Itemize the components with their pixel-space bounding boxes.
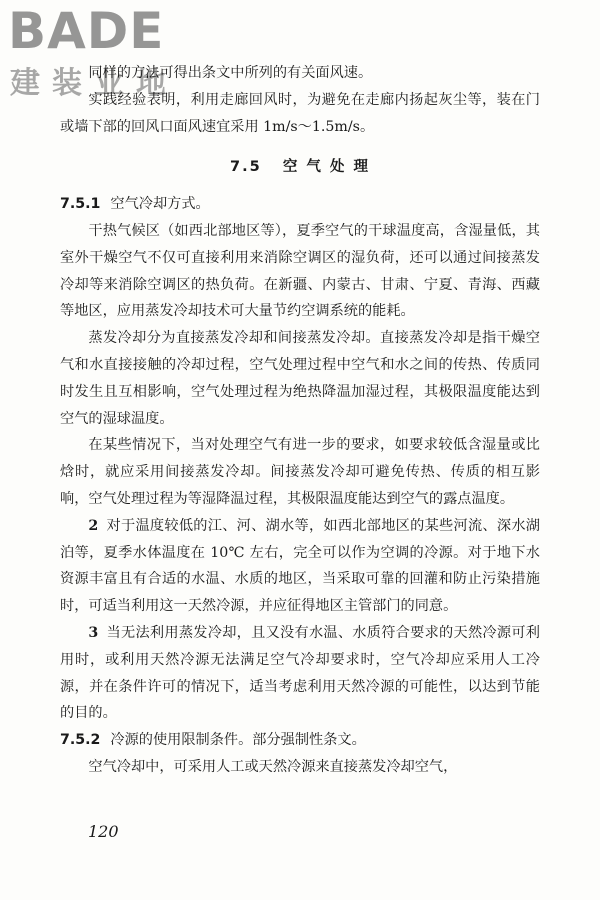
item-2 [60, 513, 540, 620]
section-number: 7.5 [230, 159, 262, 176]
paragraph-indirect-cooling: 在某些情况下，当对处理空气有进一步的要求，如要求较低含湿量或比焓时，就应采用间接蒸发冷却。间接蒸发冷却可避免传热、传质的相互影响，空气处理过程为等湿降温过程，其极限温度能达到空气的露点温度。 [60, 437, 540, 507]
clause-title: 空气冷却方式。 [110, 196, 210, 213]
watermark-cjk: 建装业地 [10, 66, 178, 101]
item-number: 3 [88, 624, 99, 641]
item-text: 对于温度较低的江、河、湖水等，如西北部地区的某些河流、深水湖泊等，夏季水体温度在 10℃ 左右，完全可以作为空调的冷源。对于地下水资源丰富且有合适的水温、水质的地区，当采取可靠的回灌和防止污染措施时，可适当利用这一天然冷源，并应征得地区主管部门的同意。 [60, 517, 540, 615]
paragraph-evaporative-cooling: 蒸发冷却分为直接蒸发冷却和间接蒸发冷却。直接蒸发冷却是指干燥空气和水直接接触的冷却过程，空气处理过程中空气和水之间的传热、传质同时发生且互相影响，空气处理过程为绝热降温加湿过程，其极限温度能达到空气的湿球温度。 [60, 330, 540, 427]
clause-number: 7.5.1 [60, 196, 101, 213]
clause-title: 冷源的使用限制条件。部分强制性条文。 [110, 732, 366, 749]
item-number: 2 [88, 517, 99, 534]
paragraph-last: 空气冷却中，可采用人工或天然冷源来直接蒸发冷却空气， [88, 758, 458, 775]
page-body [60, 60, 540, 781]
watermark-latin: BADE [8, 2, 165, 60]
section-title: 空 气 处 理 [282, 159, 370, 176]
paragraph-top-2: 实践经验表明，利用走廊回风时，为避免在走廊内扬起灰尘等，装在门或墙下部的回风口面风速宜采用 1m/s～1.5m/s。 [60, 91, 540, 135]
item-text: 当无法利用蒸发冷却，且又没有水温、水质符合要求的天然冷源可利用时，或利用天然冷源无法满足空气冷却要求时，空气冷却应采用人工冷源，并在条件许可的情况下，适当考虑利用天然冷源的可能性，以达到节能的目的。 [60, 624, 540, 722]
item-3 [60, 620, 540, 727]
page-number: 120 [88, 822, 119, 841]
section-heading [60, 154, 540, 181]
clause-heading-7-5-2 [60, 727, 540, 754]
paragraph-top-1: 同样的方法可得出条文中所列的有关面风速。 [88, 65, 373, 81]
clause-number: 7.5.2 [60, 732, 101, 749]
paragraph-dry-climate: 干热气候区（如西北部地区等），夏季空气的干球温度高，含湿量低，其室外干燥空气不仅可直接利用来消除空调区的湿负荷，还可以通过间接蒸发冷却等来消除空调区的热负荷。在新疆、内蒙古、甘肃、宁夏、青海、西藏等地区，应用蒸发冷却技术可大量节约空调系统的能耗。 [60, 222, 540, 320]
clause-heading-7-5-1 [60, 191, 540, 218]
